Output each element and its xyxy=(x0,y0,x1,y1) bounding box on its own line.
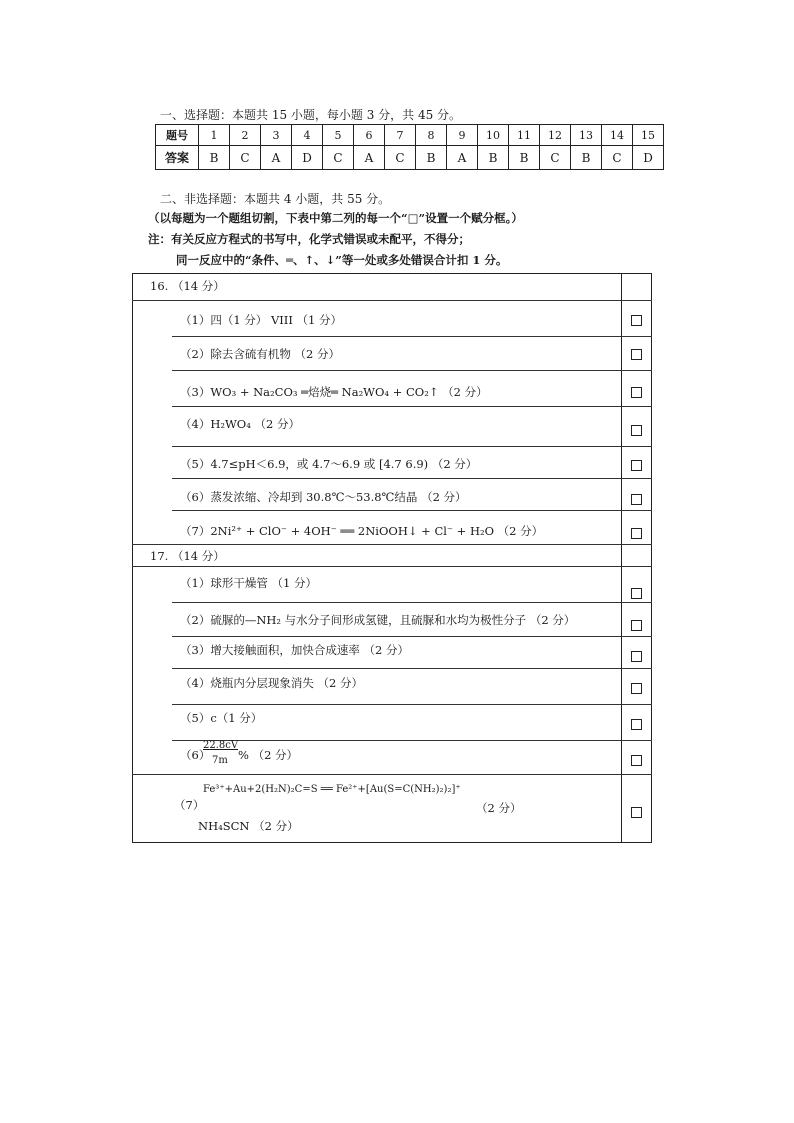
fraction-denominator: 7m xyxy=(212,755,228,766)
q17-answer-6-prefix: （6） xyxy=(180,748,211,762)
answer-cell: A xyxy=(261,146,292,170)
q17-answer-7-equation: Fe³⁺+Au+2(H₂N)₂C=S ══ Fe²⁺+[Au(S=C(NH₂)₂)₂]⁺ xyxy=(203,784,461,795)
row-divider xyxy=(172,602,652,603)
part2-title: 二、非选择题：本题共 4 小题，共 55 分。 xyxy=(160,192,391,206)
question-number: 5 xyxy=(323,125,354,146)
row-divider xyxy=(172,446,652,447)
answer-cell: B xyxy=(509,146,540,170)
answer-cell: C xyxy=(385,146,416,170)
q17-answer-1: （1）球形干燥管 （1 分） xyxy=(180,576,317,590)
score-checkbox[interactable] xyxy=(631,425,642,436)
q17-answer-7-score: （2 分） xyxy=(476,801,522,815)
answer-table xyxy=(155,124,664,170)
question-number: 14 xyxy=(602,125,633,146)
score-checkbox[interactable] xyxy=(631,620,642,631)
part1-title: 一、选择题：本题共 15 小题，每小题 3 分，共 45 分。 xyxy=(160,108,462,122)
q17-answer-4: （4）烧瓶内分层现象消失 （2 分） xyxy=(180,676,363,690)
question-number: 1 xyxy=(199,125,230,146)
q16-answer-2: （2）除去含硫有机物 （2 分） xyxy=(180,347,340,361)
answer-cell: A xyxy=(447,146,478,170)
question-number: 7 xyxy=(385,125,416,146)
row-divider xyxy=(172,668,652,669)
score-checkbox[interactable] xyxy=(631,387,642,398)
q17-answer-2: （2）硫脲的—NH₂ 与水分子间形成氢键，且硫脲和水均为极性分子 （2 分） xyxy=(180,613,576,627)
column-divider xyxy=(621,273,622,843)
note-line-2: 注：有关反应方程式的书写中，化学式错误或未配平，不得分； xyxy=(148,232,470,246)
row-divider xyxy=(172,478,652,479)
q16-answer-3: （3）WO₃ + Na₂CO₃ ═焙烧═ Na₂WO₄ + CO₂↑ （2 分） xyxy=(180,385,488,399)
row-divider xyxy=(132,566,652,567)
answer-cell: D xyxy=(633,146,664,170)
question-number: 13 xyxy=(571,125,602,146)
note-line-3: 同一反应中的“条件、═、↑、↓”等一处或多处错误合计扣 1 分。 xyxy=(176,253,508,267)
question-number: 2 xyxy=(230,125,261,146)
header-label: 题号 xyxy=(156,125,199,146)
q16-header: 16. （14 分） xyxy=(150,279,225,293)
answer-cell: C xyxy=(602,146,633,170)
row-divider xyxy=(172,510,652,511)
score-checkbox[interactable] xyxy=(631,807,642,818)
row-divider xyxy=(132,774,652,775)
q17-answer-7-b: NH₄SCN （2 分） xyxy=(198,819,299,833)
question-number: 10 xyxy=(478,125,509,146)
answer-cell: C xyxy=(540,146,571,170)
q16-answer-7: （7）2Ni²⁺ + ClO⁻ + 4OH⁻ ══ 2NiOOH↓ + Cl⁻ + H₂O （2 分） xyxy=(180,524,544,538)
question-number: 11 xyxy=(509,125,540,146)
score-checkbox[interactable] xyxy=(631,349,642,360)
score-checkbox[interactable] xyxy=(631,755,642,766)
score-checkbox[interactable] xyxy=(631,683,642,694)
row-divider xyxy=(172,740,652,741)
row-divider xyxy=(172,704,652,705)
question-number: 9 xyxy=(447,125,478,146)
note-line-1: （以每题为一个题组切割，下表中第二列的每一个“□”设置一个赋分框。） xyxy=(148,211,523,225)
answer-label: 答案 xyxy=(156,146,199,170)
score-checkbox[interactable] xyxy=(631,315,642,326)
q16-answer-5: （5）4.7≤pH＜6.9，或 4.7～6.9 或 [4.7 6.9) （2 分） xyxy=(180,457,478,471)
row-divider xyxy=(132,544,652,545)
score-checkbox[interactable] xyxy=(631,528,642,539)
score-checkbox[interactable] xyxy=(631,494,642,505)
row-divider xyxy=(172,406,652,407)
answer-cell: A xyxy=(354,146,385,170)
q17-header: 17. （14 分） xyxy=(150,549,225,563)
question-number: 8 xyxy=(416,125,447,146)
q17-answer-6-suffix: % （2 分） xyxy=(238,748,299,762)
score-checkbox[interactable] xyxy=(631,651,642,662)
question-number: 4 xyxy=(292,125,323,146)
score-checkbox[interactable] xyxy=(631,460,642,471)
row-divider xyxy=(172,370,652,371)
question-number: 6 xyxy=(354,125,385,146)
answer-cell: C xyxy=(230,146,261,170)
answer-cell: B xyxy=(478,146,509,170)
row-divider xyxy=(172,336,652,337)
question-number: 12 xyxy=(540,125,571,146)
answer-cell: C xyxy=(323,146,354,170)
q16-answer-1: （1）四（1 分） VIII （1 分） xyxy=(180,313,343,327)
q16-answer-6: （6）蒸发浓缩、冷却到 30.8℃～53.8℃结晶 （2 分） xyxy=(180,490,467,504)
q16-answer-4: （4）H₂WO₄ （2 分） xyxy=(180,417,300,431)
row-divider xyxy=(132,300,652,301)
question-number: 3 xyxy=(261,125,292,146)
q17-answer-5: （5）c（1 分） xyxy=(180,711,263,725)
question-number: 15 xyxy=(633,125,664,146)
answer-cell: B xyxy=(199,146,230,170)
score-checkbox[interactable] xyxy=(631,588,642,599)
answer-cell: D xyxy=(292,146,323,170)
answer-cell: B xyxy=(571,146,602,170)
q17-answer-3: （3）增大接触面积，加快合成速率 （2 分） xyxy=(180,643,409,657)
score-checkbox[interactable] xyxy=(631,719,642,730)
answer-cell: B xyxy=(416,146,447,170)
fraction-numerator: 22.8cV xyxy=(203,740,239,751)
q17-answer-7-label: （7） xyxy=(174,798,205,812)
row-divider xyxy=(172,636,652,637)
